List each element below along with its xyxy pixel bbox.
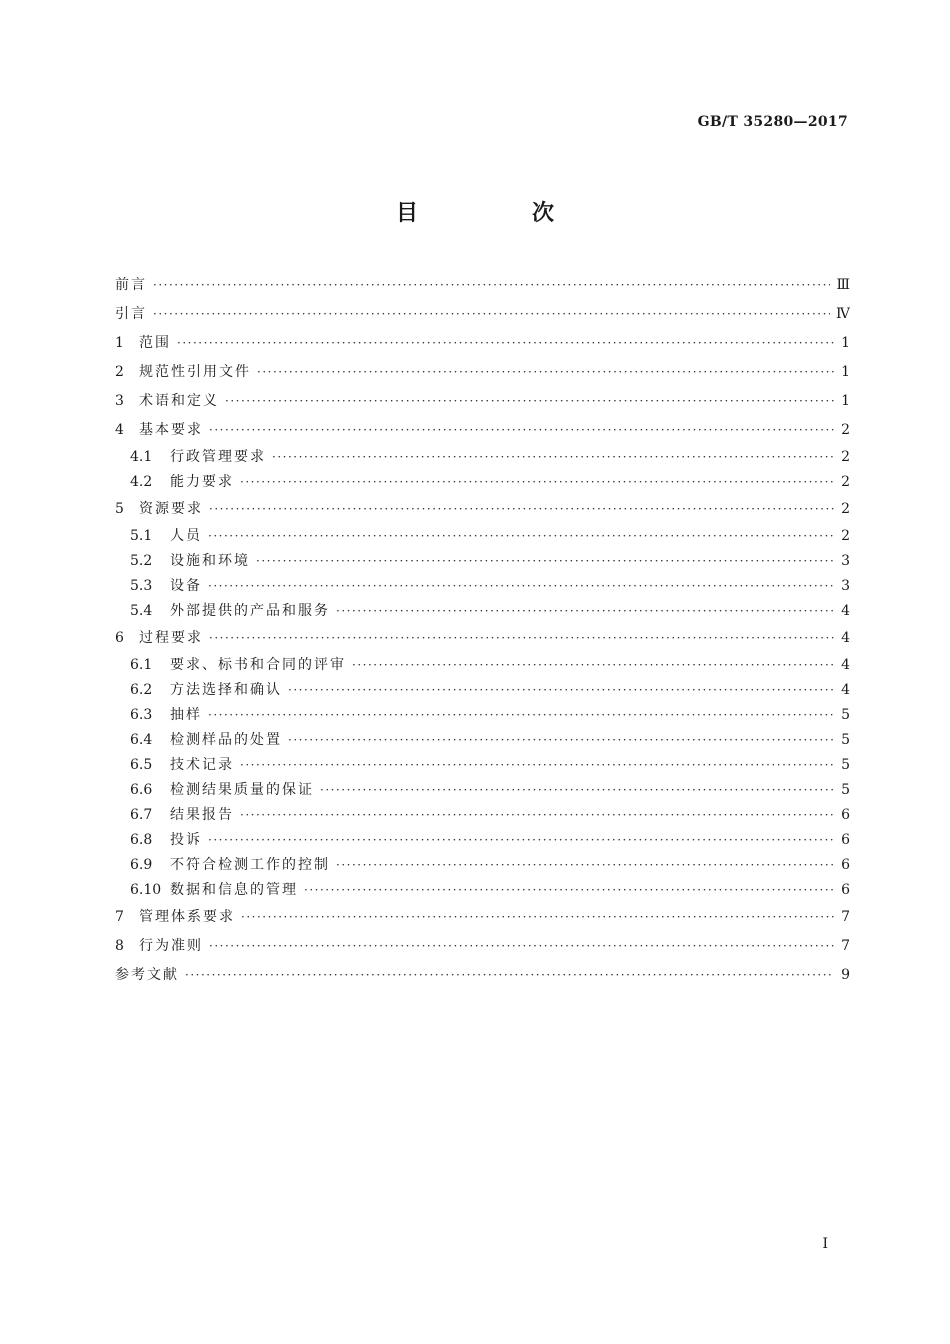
toc-entry-number: 6.5 (130, 757, 153, 773)
toc-entry-page: 9 (841, 967, 850, 983)
toc-entry-page: 4 (841, 603, 850, 619)
toc-entry-label: 过程要求 (139, 630, 203, 646)
toc-entry-page: 7 (841, 938, 850, 954)
toc-entry-page: 6 (841, 882, 850, 898)
toc-entry-page: 6 (841, 832, 850, 848)
toc-entry-page: 1 (841, 335, 850, 351)
toc-entry-number: 7 (115, 909, 124, 925)
toc-entry[interactable] (115, 495, 850, 524)
dot-leader (209, 416, 834, 445)
toc-entry[interactable] (115, 932, 850, 961)
toc-entry-number: 6.9 (130, 857, 153, 873)
toc-entry-number: 8 (115, 938, 124, 954)
toc-entry[interactable] (115, 574, 850, 599)
dot-leader (209, 624, 834, 653)
toc-entry-page: 4 (841, 657, 850, 673)
toc-entry-number: 6.2 (130, 682, 153, 698)
dot-leader (225, 387, 834, 416)
toc-entry-label: 行政管理要求 (170, 449, 266, 465)
toc-entry-label: 引言 (115, 306, 147, 322)
toc-entry-label: 人员 (170, 528, 202, 544)
toc-entry[interactable] (115, 878, 850, 903)
toc-entry[interactable] (115, 678, 850, 703)
toc-entry-label: 术语和定义 (139, 393, 219, 409)
toc-entry-page: 4 (841, 682, 850, 698)
toc-entry-label: 设备 (170, 578, 202, 594)
dot-leader (209, 932, 834, 961)
toc-entry-page: 7 (841, 909, 850, 925)
toc-entry[interactable] (115, 728, 850, 753)
toc-entry-label: 规范性引用文件 (139, 364, 251, 380)
toc-entry-label: 技术记录 (170, 757, 234, 773)
dot-leader (208, 524, 834, 549)
toc-entry-number: 4.2 (130, 474, 153, 490)
toc-entry[interactable] (115, 524, 850, 549)
toc-entry-page: 5 (841, 732, 850, 748)
toc-entry[interactable] (115, 271, 850, 300)
toc-entry[interactable] (115, 599, 850, 624)
toc-entry[interactable] (115, 778, 850, 803)
dot-leader (336, 853, 834, 878)
toc-entry[interactable] (115, 853, 850, 878)
toc-entry-page: 5 (841, 782, 850, 798)
toc-entry-label: 行为准则 (139, 938, 203, 954)
toc-entry[interactable] (115, 653, 850, 678)
toc-entry-label: 不符合检测工作的控制 (170, 857, 330, 873)
table-of-contents (115, 271, 850, 990)
toc-entry-number: 1 (115, 335, 124, 351)
toc-entry-label: 抽样 (170, 707, 202, 723)
toc-entry-page: 5 (841, 757, 850, 773)
toc-entry-page: 5 (841, 707, 850, 723)
toc-entry[interactable] (115, 387, 850, 416)
toc-entry[interactable] (115, 903, 850, 932)
dot-leader (241, 903, 834, 932)
toc-entry-label: 投诉 (170, 832, 202, 848)
dot-leader (153, 300, 830, 329)
dot-leader (208, 828, 834, 853)
dot-leader (240, 803, 834, 828)
toc-entry-page: 4 (841, 630, 850, 646)
toc-entry-label: 数据和信息的管理 (170, 882, 298, 898)
page-title: 目 次 (395, 201, 600, 226)
toc-entry-number: 2 (115, 364, 124, 380)
toc-entry-label: 基本要求 (139, 422, 203, 438)
toc-entry-page: Ⅳ (836, 306, 850, 322)
toc-entry[interactable] (115, 300, 850, 329)
dot-leader (153, 271, 830, 300)
toc-entry-number: 5 (115, 501, 124, 517)
toc-entry-number: 6.7 (130, 807, 153, 823)
dot-leader (257, 358, 834, 387)
toc-entry-page: Ⅲ (836, 277, 850, 293)
toc-entry-number: 5.2 (130, 553, 153, 569)
toc-entry[interactable] (115, 803, 850, 828)
dot-leader (304, 878, 834, 903)
dot-leader (288, 728, 834, 753)
dot-leader (185, 961, 834, 990)
toc-entry-page: 3 (841, 553, 850, 569)
toc-entry-label: 管理体系要求 (139, 909, 235, 925)
toc-entry-label: 外部提供的产品和服务 (170, 603, 330, 619)
toc-entry[interactable] (115, 828, 850, 853)
toc-entry-number: 6.3 (130, 707, 153, 723)
toc-entry-label: 参考文献 (115, 967, 179, 983)
toc-entry-page: 6 (841, 857, 850, 873)
toc-entry-label: 资源要求 (139, 501, 203, 517)
toc-entry-page: 1 (841, 393, 850, 409)
toc-entry-page: 3 (841, 578, 850, 594)
dot-leader (272, 445, 834, 470)
dot-leader (352, 653, 834, 678)
dot-leader (336, 599, 834, 624)
toc-entry[interactable] (115, 416, 850, 445)
standard-number: GB/T 35280—2017 (697, 114, 848, 130)
toc-entry-page: 2 (841, 528, 850, 544)
toc-entry[interactable] (115, 329, 850, 358)
toc-entry-label: 设施和环境 (170, 553, 250, 569)
toc-entry-label: 检测结果质量的保证 (170, 782, 314, 798)
dot-leader (320, 778, 834, 803)
toc-entry-number: 6.8 (130, 832, 153, 848)
toc-entry-number: 6.10 (130, 882, 162, 898)
dot-leader (177, 329, 834, 358)
toc-entry-label: 范围 (139, 335, 171, 351)
dot-leader (209, 495, 834, 524)
toc-entry-number: 4 (115, 422, 124, 438)
toc-entry-number: 6.1 (130, 657, 153, 673)
toc-entry-page: 2 (841, 474, 850, 490)
dot-leader (208, 574, 834, 599)
footer-page-number: Ⅰ (822, 1236, 828, 1252)
dot-leader (240, 470, 834, 495)
toc-entry-label: 结果报告 (170, 807, 234, 823)
toc-entry-page: 6 (841, 807, 850, 823)
toc-entry[interactable] (115, 445, 850, 470)
toc-entry[interactable] (115, 358, 850, 387)
toc-entry-number: 4.1 (130, 449, 153, 465)
toc-entry[interactable] (115, 753, 850, 778)
toc-entry-label: 前言 (115, 277, 147, 293)
toc-entry-page: 1 (841, 364, 850, 380)
dot-leader (288, 678, 834, 703)
toc-entry-label: 能力要求 (170, 474, 234, 490)
toc-entry-page: 2 (841, 449, 850, 465)
toc-entry-label: 检测样品的处置 (170, 732, 282, 748)
toc-entry[interactable] (115, 624, 850, 653)
toc-entry-number: 6 (115, 630, 124, 646)
toc-entry-number: 5.4 (130, 603, 153, 619)
toc-entry-label: 要求、标书和合同的评审 (170, 657, 346, 673)
dot-leader (240, 753, 834, 778)
dot-leader (256, 549, 834, 574)
toc-entry-number: 5.3 (130, 578, 153, 594)
toc-entry-number: 6.4 (130, 732, 153, 748)
toc-entry[interactable] (115, 549, 850, 574)
toc-entry-number: 6.6 (130, 782, 153, 798)
toc-entry[interactable] (115, 961, 850, 990)
toc-entry-number: 5.1 (130, 528, 153, 544)
toc-entry-label: 方法选择和确认 (170, 682, 282, 698)
toc-entry-number: 3 (115, 393, 124, 409)
toc-entry-page: 2 (841, 422, 850, 438)
toc-entry[interactable] (115, 470, 850, 495)
dot-leader (208, 703, 834, 728)
toc-entry-page: 2 (841, 501, 850, 517)
toc-entry[interactable] (115, 703, 850, 728)
